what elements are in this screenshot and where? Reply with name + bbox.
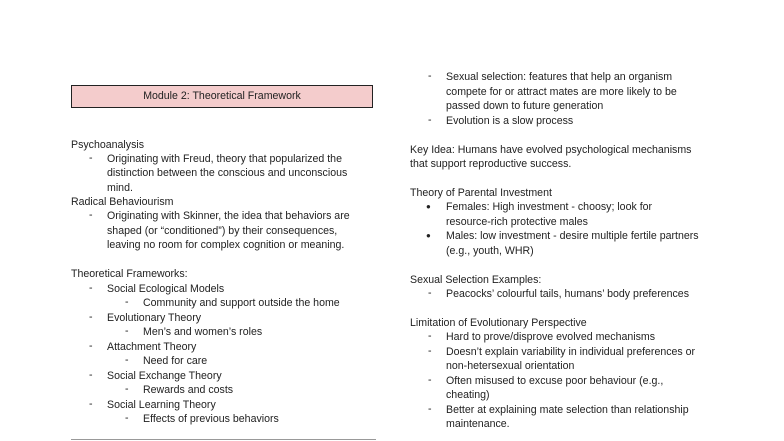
framework-item: Social Ecological Models [107, 283, 225, 295]
psychoanalysis-text: Originating with Freud, theory that popularized the [107, 153, 342, 165]
limitation-item: non-hetersexual orientation [446, 360, 575, 372]
dash-bullet: - [89, 209, 93, 221]
dash-bullet: - [428, 374, 432, 386]
dash-bullet: - [428, 70, 432, 82]
dash-bullet: - [125, 383, 129, 395]
examples-item: Peacocks’ colourful tails, humans’ body preferences [446, 288, 689, 300]
dash-bullet: - [428, 345, 432, 357]
psychoanalysis-text: mind. [107, 182, 133, 194]
limitation-item: Often misused to excuse poor behaviour (e.g., [446, 375, 664, 387]
dash-bullet: - [89, 311, 93, 323]
dash-bullet: - [428, 330, 432, 342]
dash-bullet: - [89, 398, 93, 410]
males-text: (e.g., youth, WHR) [446, 245, 534, 257]
females-text: resource-rich protective males [446, 216, 588, 228]
framework-subitem: Community and support outside the home [143, 297, 340, 309]
limitation-item: Hard to prove/disprove evolved mechanisms [446, 331, 656, 343]
dash-bullet: - [125, 412, 129, 424]
limitation-item: maintenance. [446, 418, 510, 430]
framework-item: Attachment Theory [107, 341, 197, 353]
module-title: Module 2: Theoretical Framework [71, 85, 373, 108]
key-idea-text: that support reproductive success. [410, 158, 572, 170]
framework-item: Social Learning Theory [107, 399, 216, 411]
females-text: Females: High investment - choosy; look for [446, 201, 653, 213]
framework-subitem: Effects of previous behaviors [143, 413, 279, 425]
framework-subitem: Need for care [143, 355, 208, 367]
framework-subitem: Men’s and women’s roles [143, 326, 263, 338]
psychoanalysis-heading: Psychoanalysis [71, 139, 145, 151]
dash-bullet: - [89, 369, 93, 381]
framework-item: Social Exchange Theory [107, 370, 222, 382]
dash-bullet: - [428, 287, 432, 299]
limitation-item: cheating) [446, 389, 490, 401]
frameworks-heading: Theoretical Frameworks: [71, 268, 188, 280]
sexual-selection-text: compete for or attract mates are more likely to be [446, 86, 677, 98]
examples-heading: Sexual Selection Examples: [410, 274, 542, 286]
limitation-heading: Limitation of Evolutionary Perspective [410, 317, 587, 329]
evolution-slow-text: Evolution is a slow process [446, 115, 574, 127]
framework-item: Evolutionary Theory [107, 312, 202, 324]
radical-heading: Radical Behaviourism [71, 196, 174, 208]
dash-bullet: - [89, 340, 93, 352]
divider-line [71, 439, 376, 440]
dash-bullet: - [428, 403, 432, 415]
radical-text: Originating with Skinner, the idea that behaviors are [107, 210, 350, 222]
dot-bullet: ● [426, 231, 431, 240]
dash-bullet: - [89, 152, 93, 164]
key-idea-text: Key Idea: Humans have evolved psychological mechanisms [410, 144, 692, 156]
radical-text: shaped (or “conditioned”) by their consequences, [107, 225, 338, 237]
sexual-selection-text: Sexual selection: features that help an organism [446, 71, 673, 83]
parental-heading: Theory of Parental Investment [410, 187, 552, 199]
dash-bullet: - [125, 354, 129, 366]
radical-text: leaving no room for complex cognition or meaning. [107, 239, 345, 251]
males-text: Males: low investment - desire multiple fertile partners [446, 230, 699, 242]
limitation-item: Doesn’t explain variability in individual preferences or [446, 346, 696, 358]
psychoanalysis-text: distinction between the conscious and unconscious [107, 167, 348, 179]
framework-subitem: Rewards and costs [143, 384, 234, 396]
dash-bullet: - [125, 296, 129, 308]
dash-bullet: - [428, 114, 432, 126]
sexual-selection-text: passed down to future generation [446, 100, 604, 112]
limitation-item: Better at explaining mate selection than relationship [446, 404, 689, 416]
dash-bullet: - [89, 282, 93, 294]
dash-bullet: - [125, 325, 129, 337]
dot-bullet: ● [426, 202, 431, 211]
